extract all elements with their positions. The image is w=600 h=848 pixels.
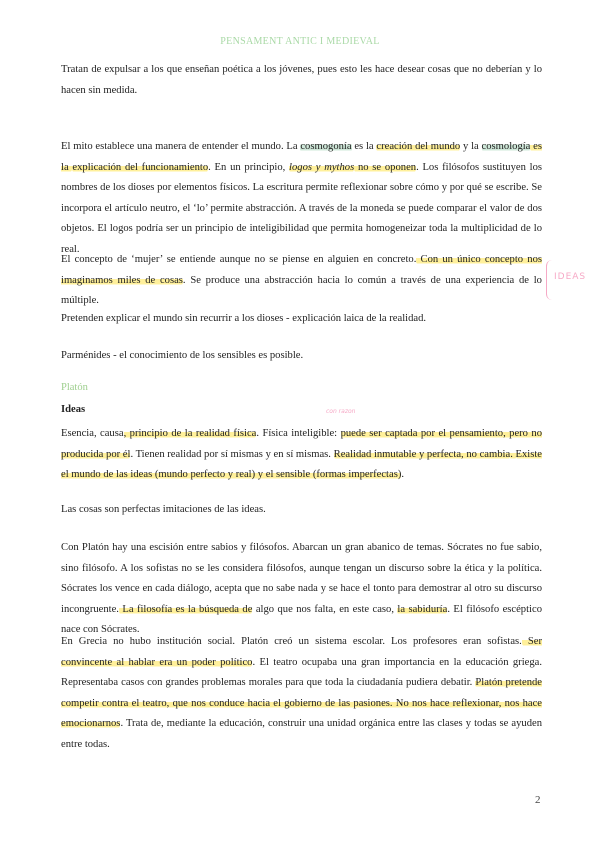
highlight-teatro: Platón pretende competir contra el teatro, que nos conduce hacia el gobierno de las pasiones. No nos hace reflexionar, nos hace emocionarnos bbox=[61, 677, 542, 729]
highlight-explicacion: explicación del funcionamiento bbox=[72, 161, 209, 173]
page-number: 2 bbox=[535, 794, 541, 806]
highlight-logos-mythos: logos y mythos bbox=[289, 161, 355, 173]
highlight-cosmologia: cosmología bbox=[481, 141, 531, 152]
highlight-cosmogonia: cosmogonía bbox=[300, 141, 352, 152]
running-header: PENSAMENT ANTIC I MEDIEVAL bbox=[220, 36, 380, 47]
section-heading-platon: Platón bbox=[61, 382, 88, 393]
highlight-concepto: Con un único concepto nos imaginamos miles de cosas bbox=[61, 254, 542, 286]
paragraph-parmenides: Parménides - el conocimiento de los sensibles es posible. bbox=[61, 350, 304, 361]
paragraph-laica: Pretenden explicar el mundo sin recurrir a los dioses - explicación laica de la realidad. bbox=[61, 313, 427, 324]
highlight-filosofia: La filosofía es la búsqueda de bbox=[118, 603, 253, 615]
paragraph-grecia: En Grecia no hubo institución social. Platón creó un sistema escolar. Los profesores eran sofistas. Ser convincente al hablar era un poder político. El teatro ocupaba una gran importancia en la educación griega. Representaba casos con grandes problemas morales para que toda la ciudadanía pudiera debatir. Platón pretende competir contra el teatro, que nos conduce hacia el gobierno de las pasiones. No nos hace reflexionar, nos hace emocionarnos. Trata de, mediante la educación, construir una unidad orgánica entre las clases y todas se ayuden entre todas. bbox=[61, 636, 542, 750]
annotation-brace bbox=[546, 260, 553, 300]
paragraph-mito: El mito establece una manera de entender el mundo. La cosmogonía es la creación del mundo y la cosmología es la explicación del funcionamiento. En un principio, logos y mythos no se oponen. Los filósofos sustituyen los nombres de los dioses por elementos físicos. La escritura permite reflexionar sobre cómo y por qué se escribe. Se incorpora el artículo neutro, el ‘lo’ permite abstracción. A través de la moneda se puede comparar el valor de dos objetos. El logos podría ser un principio de inteligibilidad que permita homogeneizar toda la multiplicidad de lo real. bbox=[61, 141, 543, 255]
paragraph-mujer: El concepto de ‘mujer’ se entiende aunque no se piense en alguien en concreto. Con un único concepto nos imaginamos miles de cosas. Se produce una abstracción hacia lo común a través de una experiencia de lo múltiple. bbox=[61, 254, 542, 306]
highlight-inmutable: Realidad inmutable y perfecta, no cambia bbox=[333, 448, 511, 460]
highlight-mundo-ideas: Existe el mundo de las ideas (mundo perfecto y real) y el sensible (formas imperfectas) bbox=[61, 448, 542, 480]
paragraph-ideas: Esencia, causa, principio de la realidad física. Física inteligible: puede ser captada por el pensamiento, pero no producida por él. Tienen realidad por sí mismas y en sí mismas. Realidad inmutable y perfecta, no cambia. Existe el mundo de las ideas (mundo perfecto y real) y el sensible (formas imperfectas). bbox=[61, 428, 543, 480]
highlight-principio: , principio de la realidad física bbox=[123, 428, 257, 439]
subheading-ideas: Ideas bbox=[61, 404, 86, 415]
highlight-captada: puede ser captada por el pensamiento, pero no producida por él bbox=[61, 428, 543, 460]
highlight-sabiduria: la sabiduría bbox=[397, 603, 448, 615]
paragraph-imitaciones: Las cosas son perfectas imitaciones de las ideas. bbox=[61, 504, 266, 515]
paragraph-socrates: Con Platón hay una escisión entre sabios y filósofos. Abarcan un gran abanico de temas. Sócrates no fue sabio, sino filósofo. A los sofistas no se les considera filósofos, aunque tengan un discurso sobre la ética y la política. Sócrates los vence en cada diálogo, acepta que no sabe nada y se hace el tonto para demostrar al otro su discurso incongruente. La filosofía es la búsqueda de algo que nos falta, en este caso, la sabiduría. El filósofo escéptico nace con Sócrates. bbox=[61, 542, 542, 635]
highlight-convincente: Ser convincente al hablar era un poder político bbox=[61, 636, 542, 668]
highlight-creacion: creación del mundo bbox=[376, 141, 461, 152]
annotation-ideas: IDEAS bbox=[554, 272, 587, 282]
paragraph-poetica: Tratan de expulsar a los que enseñan poética a los jóvenes, pues esto les hace desear cosas que no deberían y lo hacen sin medida. bbox=[61, 64, 542, 96]
handwritten-note: con razon bbox=[326, 408, 356, 415]
